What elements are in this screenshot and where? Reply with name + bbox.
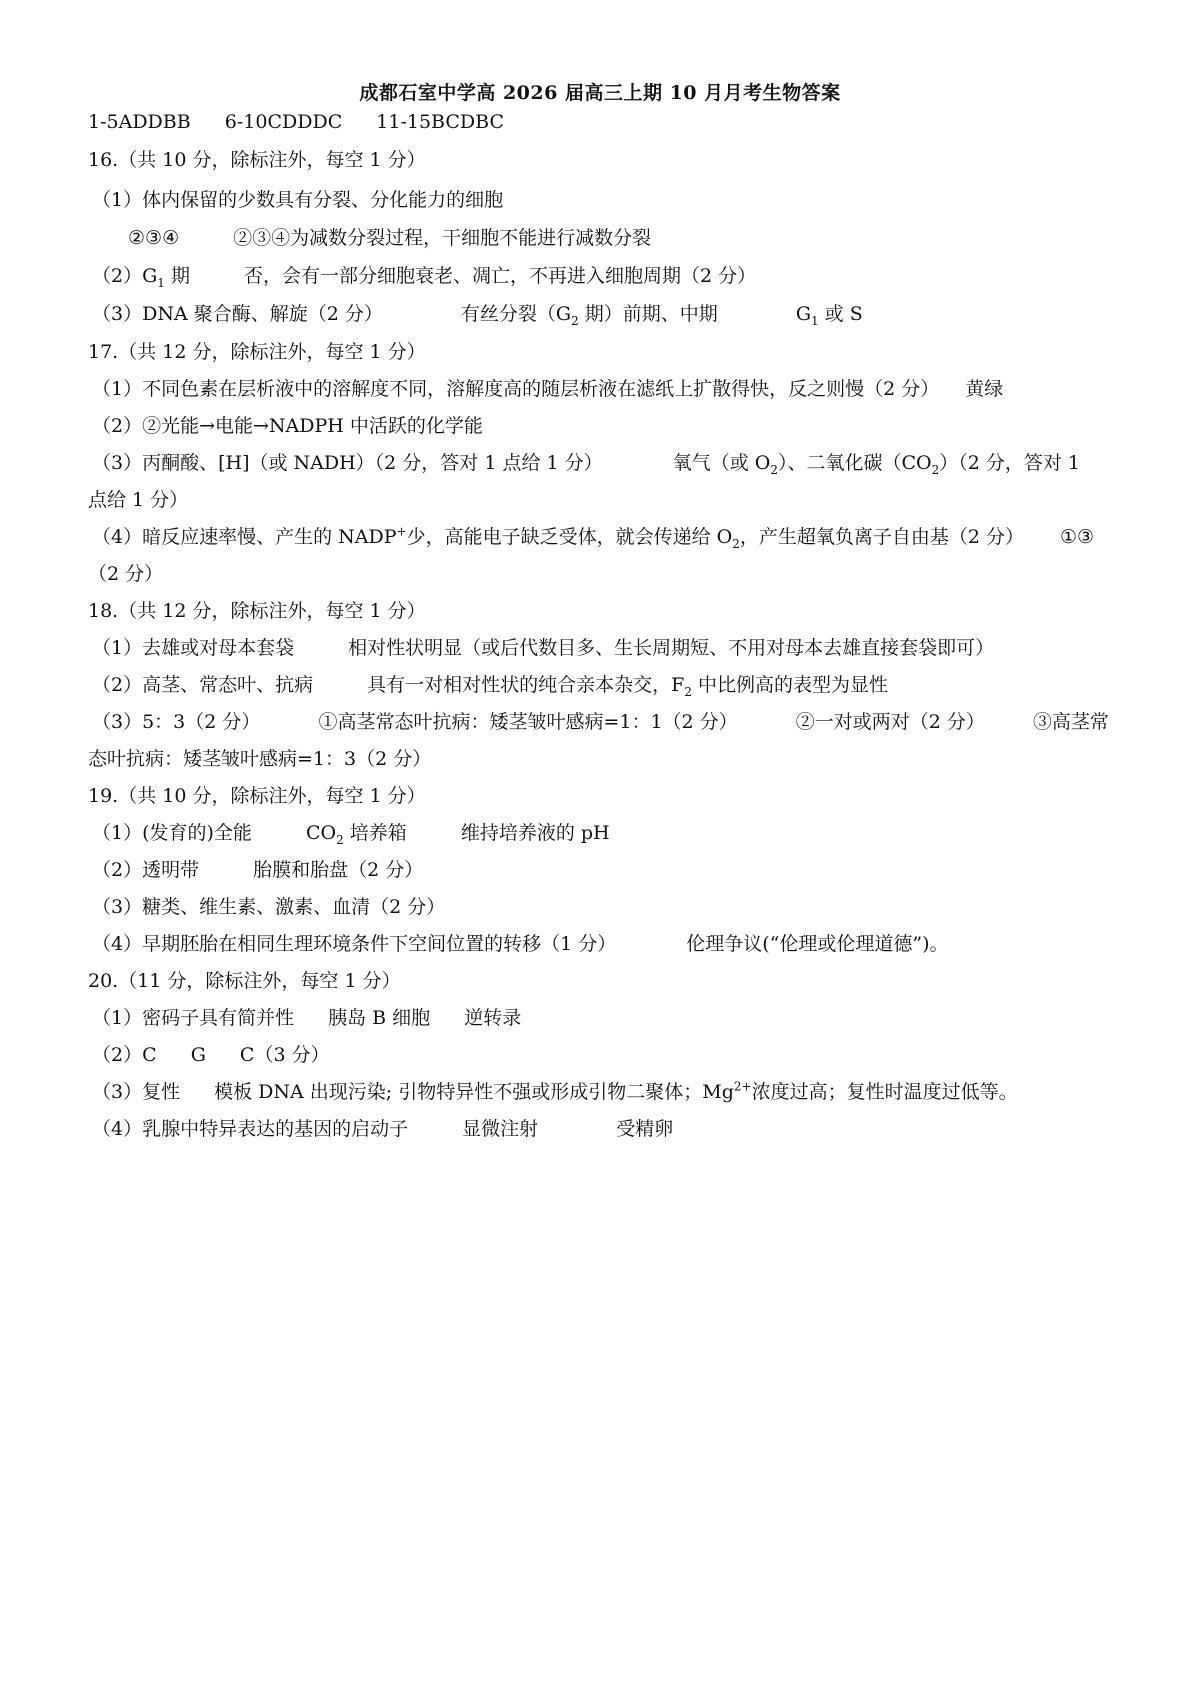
q16-answer-3 bbox=[92, 302, 863, 326]
mc-group-3: 11-15BCDBC bbox=[376, 111, 504, 133]
q19-answer-2b: 胎膜和胎盘（2 分） bbox=[253, 859, 424, 881]
q17-answer-1b: 黄绿 bbox=[965, 378, 1004, 400]
q20-answer-3 bbox=[92, 1080, 1018, 1104]
q18-header: 18.（共 12 分，除标注外，每空 1 分） bbox=[88, 600, 426, 622]
q16-answer-2 bbox=[92, 264, 756, 288]
q20-answer-4a: （4）乳腺中特异表达的基因的启动子 bbox=[92, 1118, 409, 1140]
q17-answer-4-text-end: ，产生超氧负离子自由基（2 分） bbox=[739, 526, 1024, 548]
q17-answer-3b bbox=[673, 451, 1080, 475]
q16-answer-1c: ②③④为减数分裂过程，干细胞不能进行减数分裂 bbox=[233, 227, 652, 249]
q20-answer-4b: 显微注射 bbox=[462, 1118, 539, 1140]
q20-answer-4c: 受精卵 bbox=[616, 1118, 674, 1140]
q18-answer-3a: （3）5：3（2 分） bbox=[92, 711, 261, 733]
q18-answer-2b bbox=[367, 673, 888, 697]
q20-answer-1a: （1）密码子具有简并性 bbox=[92, 1007, 295, 1029]
subscript: 2 bbox=[684, 684, 692, 699]
q17-header: 17.（共 12 分，除标注外，每空 1 分） bbox=[88, 341, 426, 363]
q20-answer-1b: 胰岛 B 细胞 bbox=[328, 1007, 431, 1029]
q16-answer-3b bbox=[461, 302, 718, 326]
q20-answer-2b: G bbox=[190, 1044, 206, 1066]
subscript: 2 bbox=[931, 462, 940, 477]
q20-answer-4 bbox=[92, 1117, 673, 1141]
q20-answer-1c: 逆转录 bbox=[464, 1007, 522, 1029]
q17-answer-4b: ①③ bbox=[1060, 526, 1095, 548]
subscript: 2 bbox=[336, 832, 344, 847]
q19-answer-2a: （2）透明带 bbox=[92, 859, 200, 881]
q20-header: 20.（11 分，除标注外，每空 1 分） bbox=[88, 970, 401, 992]
mc-group-2: 6-10CDDDC bbox=[224, 111, 343, 133]
q18-answer-3 bbox=[92, 710, 1109, 734]
q17-answer-3-cont: 点给 1 分） bbox=[88, 489, 189, 511]
q18-answer-1a: （1）去雄或对母本套袋 bbox=[92, 637, 295, 659]
q18-answer-2b-text: 具有一对相对性状的纯合亲本杂交，F bbox=[367, 674, 685, 696]
q18-answer-2b-text-end: 中比例高的表型为显性 bbox=[691, 674, 889, 696]
q17-answer-1a: （1）不同色素在层析液中的溶解度不同，溶解度高的随层析液在滤纸上扩散得快，反之则慢（2 分） bbox=[92, 378, 940, 400]
q18-answer-1b: 相对性状明显（或后代数目多、生长周期短、不用对母本去雄直接套袋即可） bbox=[348, 637, 995, 659]
q17-answer-1 bbox=[92, 377, 1003, 401]
q16-answer-1b: ②③④ bbox=[128, 227, 180, 249]
q16-answer-1: （1）体内保留的少数具有分裂、分化能力的细胞 bbox=[92, 189, 504, 211]
q19-answer-4a: （4）早期胚胎在相同生理环境条件下空间位置的转移（1 分） bbox=[92, 933, 617, 955]
q16-answer-3b-text: 有丝分裂（G bbox=[460, 303, 572, 325]
q20-answer-3b-text: 模板 DNA 出现污染; 引物特异性不强或形成引物二聚体；Mg bbox=[214, 1081, 734, 1103]
q19-answer-1 bbox=[92, 821, 610, 845]
q19-answer-1a: （1）(发育的)全能 bbox=[92, 822, 252, 844]
q16-answer-3c bbox=[796, 302, 863, 326]
subscript: 1 bbox=[157, 275, 165, 290]
q20-answer-1 bbox=[92, 1006, 521, 1030]
q17-answer-3a: （3）丙酮酸、[H]（或 NADH）（2 分，答对 1 点给 1 分） bbox=[92, 452, 603, 474]
q19-answer-1b-text: CO bbox=[305, 822, 337, 844]
q16-header: 16.（共 10 分，除标注外，每空 1 分） bbox=[88, 149, 426, 171]
q19-answer-1b-text-end: 培养箱 bbox=[343, 822, 407, 844]
q18-answer-2a: （2）高茎、常态叶、抗病 bbox=[92, 674, 314, 696]
q19-header: 19.（共 10 分，除标注外，每空 1 分） bbox=[88, 785, 426, 807]
subscript: 1 bbox=[811, 313, 819, 328]
q17-answer-4-cont: （2 分） bbox=[88, 563, 164, 585]
q17-answer-3b-text-end: ）（2 分，答对 1 bbox=[939, 452, 1080, 474]
q19-answer-2 bbox=[92, 858, 423, 882]
q16-answer-3c-text-end: 或 S bbox=[818, 303, 863, 325]
q17-answer-4 bbox=[92, 525, 1094, 549]
q20-answer-2a: （2）C bbox=[92, 1044, 157, 1066]
q20-answer-3b bbox=[214, 1080, 1017, 1104]
mc-answers bbox=[88, 110, 504, 134]
q16-answer-3c-text: G bbox=[795, 303, 811, 325]
q19-answer-1b bbox=[306, 821, 407, 845]
q17-answer-3b-text: 氧气（或 O bbox=[672, 452, 771, 474]
q17-answer-3 bbox=[92, 451, 1080, 475]
q18-answer-2 bbox=[92, 673, 888, 697]
q19-answer-4 bbox=[92, 932, 949, 956]
q17-answer-2: （2）②光能→电能→NADPH 中活跃的化学能 bbox=[92, 415, 483, 437]
q20-answer-3a: （3）复性 bbox=[92, 1081, 181, 1103]
q18-answer-3b: ①高茎常态叶抗病：矮茎皱叶感病=1：1（2 分） bbox=[318, 711, 738, 733]
page-title: 成都石室中学高 2026 届高三上期 10 月月考生物答案 bbox=[359, 82, 841, 104]
mc-group-1: 1-5ADDBB bbox=[88, 111, 191, 133]
q16-answer-2-text: （2）G bbox=[92, 265, 158, 287]
q19-answer-1c: 维持培养液的 pH bbox=[460, 822, 610, 844]
q20-answer-3b-text-end: 浓度过高；复性时温度过低等。 bbox=[751, 1081, 1018, 1103]
q20-answer-2c: C（3 分） bbox=[239, 1044, 330, 1066]
subscript: 2 bbox=[571, 313, 579, 328]
q16-answer-2b: 否，会有一部分细胞衰老、凋亡，不再进入细胞周期（2 分） bbox=[244, 265, 757, 287]
q18-answer-1 bbox=[92, 636, 994, 660]
q17-answer-4-text: （4）暗反应速率慢、产生的 NADP bbox=[92, 526, 397, 548]
q16-answer-2-text-end: 期 bbox=[164, 265, 190, 287]
q18-answer-3-cont: 态叶抗病：矮茎皱叶感病=1：3（2 分） bbox=[88, 748, 432, 770]
subscript: 2 bbox=[732, 536, 740, 551]
q17-answer-3b-text-mid: ）、二氧化碳（CO bbox=[777, 452, 932, 474]
q16-answer-1-line-2 bbox=[128, 226, 651, 250]
superscript: 2+ bbox=[733, 1079, 752, 1094]
q20-answer-2 bbox=[92, 1043, 330, 1067]
q19-answer-3: （3）糖类、维生素、激素、血清（2 分） bbox=[92, 896, 446, 918]
q18-answer-3c: ②一对或两对（2 分） bbox=[795, 711, 985, 733]
q19-answer-4b: 伦理争议(“伦理或伦理道德”)。 bbox=[686, 933, 949, 955]
q18-answer-3d: ③高茎常 bbox=[1032, 711, 1109, 733]
q16-answer-3b-text-end: 期）前期、中期 bbox=[578, 303, 718, 325]
subscript: 2 bbox=[770, 462, 778, 477]
superscript: + bbox=[396, 524, 407, 539]
q17-answer-4-text-mid: 少，高能电子缺乏受体，就会传递给 O bbox=[406, 526, 733, 548]
q16-answer-3a: （3）DNA 聚合酶、解旋（2 分） bbox=[92, 303, 383, 325]
